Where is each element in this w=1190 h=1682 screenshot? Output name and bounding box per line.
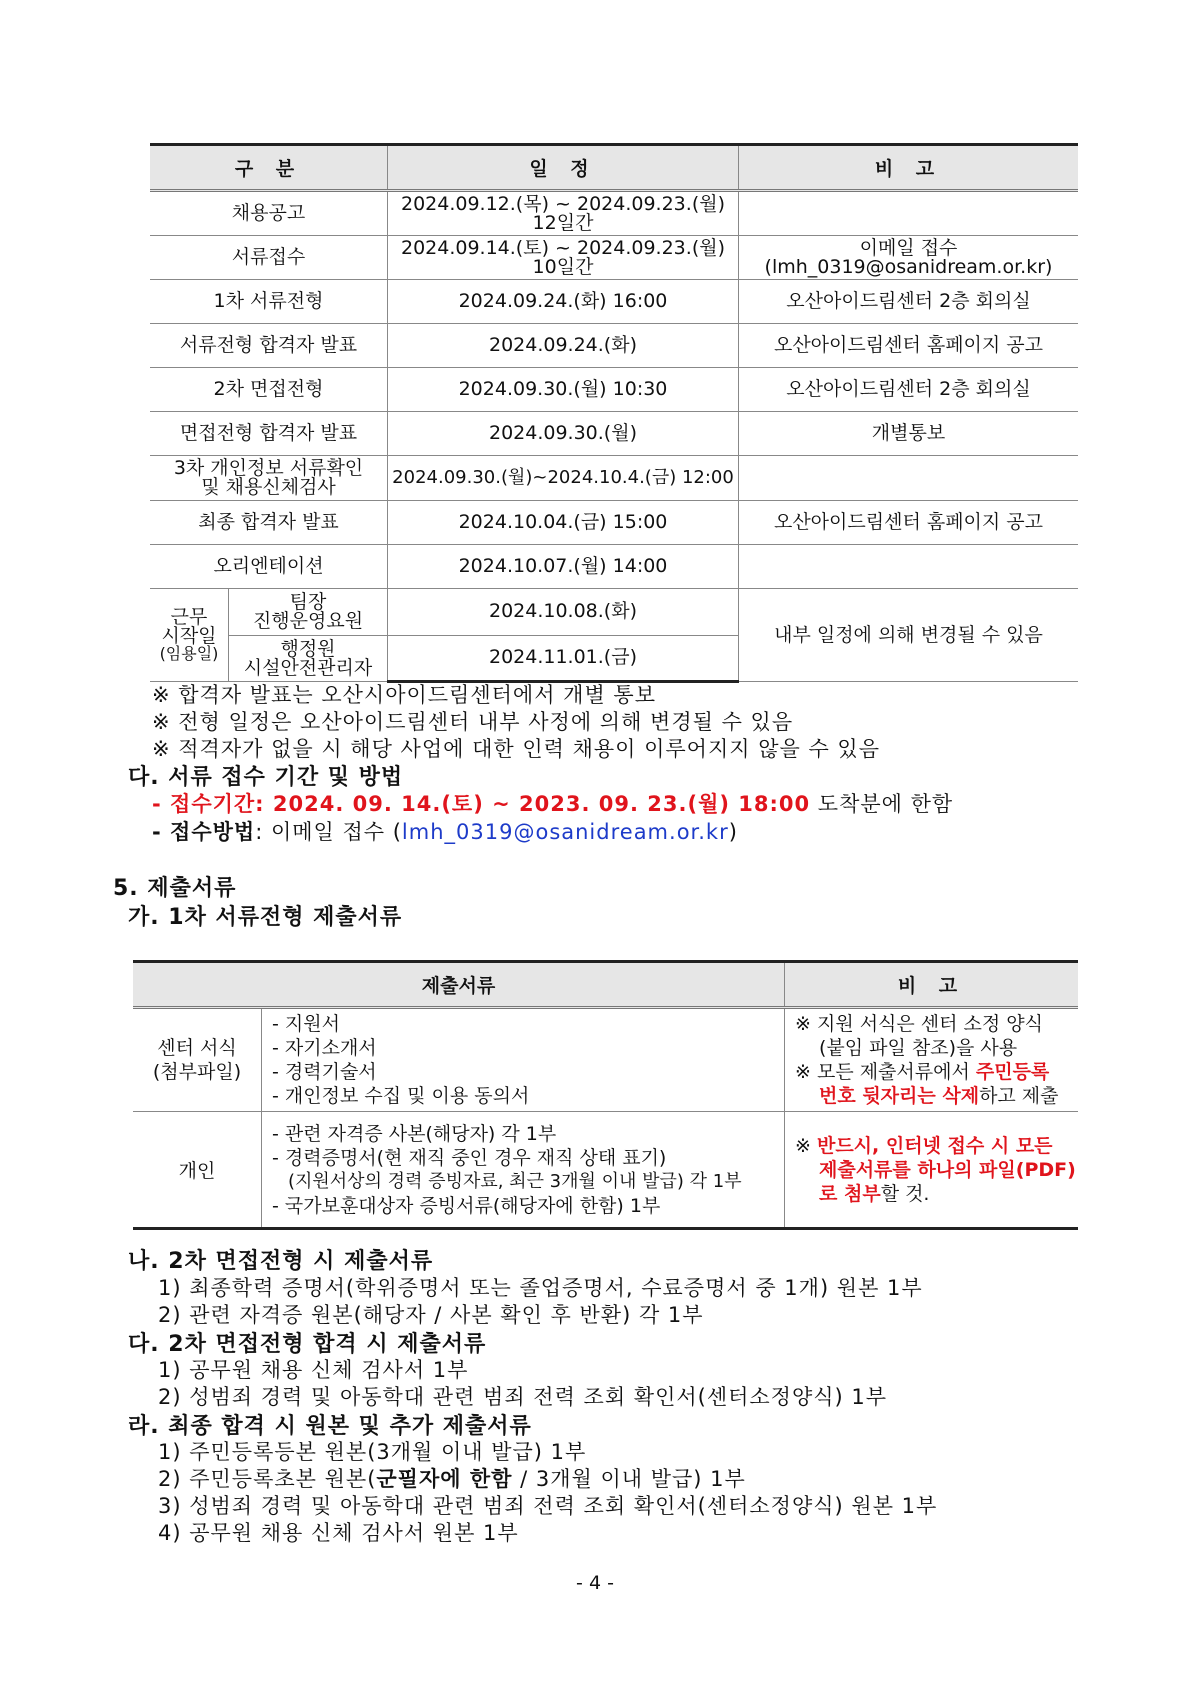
schedule-row xyxy=(150,280,1078,324)
row-note: 내부 일정에 의해 변경될 수 있음 xyxy=(739,589,1079,682)
schedule-row xyxy=(150,368,1078,412)
section5-sub-na: 나. 2차 면접전형 시 제출서류 xyxy=(128,1249,434,1274)
header-remarks: 비 고 xyxy=(739,145,1079,191)
section-da-title: 다. 서류 접수 기간 및 방법 xyxy=(128,765,404,790)
list-item: - 개인정보 수집 및 이용 동의서 xyxy=(272,1085,530,1107)
schedule-row xyxy=(150,236,1078,280)
list-item: - 자기소개서 xyxy=(272,1037,377,1059)
docs-label: 개인 xyxy=(133,1112,262,1229)
row-category-start: 근무 시작일 (임용일) 팀장 진행운영요원 행정원 시설안전관리자 xyxy=(150,589,388,682)
row-date: 2024.09.12.(목) ~ 2024.09.23.(월) 12일간 xyxy=(388,191,739,236)
row-note: 개별통보 xyxy=(739,412,1079,456)
docs-remarks: ※ 반드시, 인터넷 접수 시 모든 제출서류를 하나의 파일(PDF) 로 첨부할 것. xyxy=(785,1112,1079,1229)
method-line: - 접수방법: 이메일 접수 (lmh_0319@osanidream.or.kr) xyxy=(152,820,738,844)
note-2: ※ 전형 일정은 오산아이드림센터 내부 사정에 의해 변경될 수 있음 xyxy=(152,710,794,734)
page-number: - 4 - xyxy=(576,1572,614,1594)
row-note: 오산아이드림센터 홈페이지 공고 xyxy=(739,501,1079,545)
schedule-header-row xyxy=(150,145,1078,191)
da-item-2: 2) 성범죄 경력 및 아동학대 관련 범죄 전력 조회 확인서(센터소정양식) 1부 xyxy=(158,1385,888,1409)
schedule-row xyxy=(150,412,1078,456)
docs-label: 센터 서식 (첨부파일) xyxy=(133,1008,262,1112)
list-item: - 경력기술서 xyxy=(272,1061,377,1083)
email-link[interactable]: lmh_0319@osanidream.or.kr xyxy=(401,820,729,844)
docs-items xyxy=(262,1112,785,1229)
schedule-row xyxy=(150,456,1078,501)
row-note xyxy=(739,545,1079,589)
row-date: 2024.10.07.(월) 14:00 xyxy=(388,545,739,589)
row-note: 오산아이드림센터 2층 회의실 xyxy=(739,368,1079,412)
section5-title: 5. 제출서류 xyxy=(113,876,237,901)
section5-sub-ga: 가. 1차 서류전형 제출서류 xyxy=(128,905,403,930)
row-category: 면접전형 합격자 발표 xyxy=(150,412,388,456)
row-category: 1차 서류전형 xyxy=(150,280,388,324)
header-category: 구 분 xyxy=(150,145,388,191)
list-item: - 국가보훈대상자 증빙서류(해당자에 한함) 1부 xyxy=(272,1194,661,1217)
docs-row-center xyxy=(133,1008,1078,1112)
period-line: - 접수기간: 2024. 09. 14.(토) ~ 2023. 09. 23.(월) 18:00 도착분에 한함 xyxy=(152,792,954,816)
docs-row-personal xyxy=(133,1112,1078,1229)
na-item-1: 1) 최종학력 증명서(학위증명서 또는 졸업증명서, 수료증명서 중 1개) 원본 1부 xyxy=(158,1276,923,1300)
schedule-row xyxy=(150,191,1078,236)
row-date: 2024.11.01.(금) xyxy=(388,635,739,682)
da-item-1: 1) 공무원 채용 신체 검사서 1부 xyxy=(158,1358,469,1382)
row-note: 오산아이드림센터 2층 회의실 xyxy=(739,280,1079,324)
ra-item-1: 1) 주민등록등본 원본(3개월 이내 발급) 1부 xyxy=(158,1440,587,1464)
row-category: 2차 면접전형 xyxy=(150,368,388,412)
list-item: - 경력증명서(현 재직 중인 경우 재직 상태 표기) xyxy=(272,1146,667,1169)
row-date: 2024.09.14.(토) ~ 2024.09.23.(월) 10일간 xyxy=(388,236,739,280)
row-category: 채용공고 xyxy=(150,191,388,236)
schedule-row xyxy=(150,324,1078,368)
row-category: 오리엔테이션 xyxy=(150,545,388,589)
schedule-row xyxy=(150,501,1078,545)
row-note xyxy=(739,456,1079,501)
na-item-2: 2) 관련 자격증 원본(해당자 / 사본 확인 후 반환) 각 1부 xyxy=(158,1303,704,1327)
row-date: 2024.10.04.(금) 15:00 xyxy=(388,501,739,545)
row-category: 3차 개인정보 서류확인 및 채용신체검사 xyxy=(150,456,388,501)
row-date: 2024.09.30.(월)~2024.10.4.(금) 12:00 xyxy=(388,456,739,501)
note-1: ※ 합격자 발표는 오산시아이드림센터에서 개별 통보 xyxy=(152,683,656,707)
row-date: 2024.09.24.(화) 16:00 xyxy=(388,280,739,324)
row-category: 서류접수 xyxy=(150,236,388,280)
docs-items xyxy=(262,1008,785,1112)
row-date: 2024.09.30.(월) 10:30 xyxy=(388,368,739,412)
row-note: 이메일 접수 (lmh_0319@osanidream.or.kr) xyxy=(739,236,1079,280)
row-category: 서류전형 합격자 발표 xyxy=(150,324,388,368)
list-item: (지원서상의 경력 증빙자료, 최근 3개월 이내 발급) 각 1부 xyxy=(288,1170,742,1192)
ra-item-2: 2) 주민등록초본 원본(군필자에 한함 / 3개월 이내 발급) 1부 xyxy=(158,1467,746,1491)
list-item: - 관련 자격증 사본(해당자) 각 1부 xyxy=(272,1122,557,1145)
period-label: 접수기간: 2024. 09. 14.(토) ~ 2023. 09. 23.(월) 18:00 xyxy=(170,792,811,816)
schedule-row xyxy=(150,545,1078,589)
section5-sub-ra: 라. 최종 합격 시 원본 및 추가 제출서류 xyxy=(128,1414,532,1439)
docs-header-row xyxy=(133,962,1078,1008)
header-remarks: 비 고 xyxy=(785,962,1079,1008)
section5-sub-da: 다. 2차 면접전형 합격 시 제출서류 xyxy=(128,1332,487,1357)
row-category: 최종 합격자 발표 xyxy=(150,501,388,545)
ra-item-4: 4) 공무원 채용 신체 검사서 원본 1부 xyxy=(158,1521,519,1545)
schedule-table xyxy=(150,143,1078,683)
row-date: 2024.09.24.(화) xyxy=(388,324,739,368)
header-schedule: 일 정 xyxy=(388,145,739,191)
row-note xyxy=(739,191,1079,236)
documents-table xyxy=(133,960,1078,1230)
row-note: 오산아이드림센터 홈페이지 공고 xyxy=(739,324,1079,368)
row-date: 2024.09.30.(월) xyxy=(388,412,739,456)
list-item: - 지원서 xyxy=(272,1013,340,1035)
ra-item-3: 3) 성범죄 경력 및 아동학대 관련 범죄 전력 조회 확인서(센터소정양식) 원본 1부 xyxy=(158,1494,938,1518)
row-date: 2024.10.08.(화) xyxy=(388,589,739,636)
header-documents: 제출서류 xyxy=(133,962,785,1008)
note-3: ※ 적격자가 없을 시 해당 사업에 대한 인력 채용이 이루어지지 않을 수 있음 xyxy=(152,737,880,761)
docs-remarks: ※ 지원 서식은 센터 소정 양식 (붙임 파일 참조)을 사용 ※ 모든 제출서류에서 주민등록 번호 뒷자리는 삭제하고 제출 xyxy=(785,1008,1079,1112)
schedule-row-start-a xyxy=(150,589,1078,636)
